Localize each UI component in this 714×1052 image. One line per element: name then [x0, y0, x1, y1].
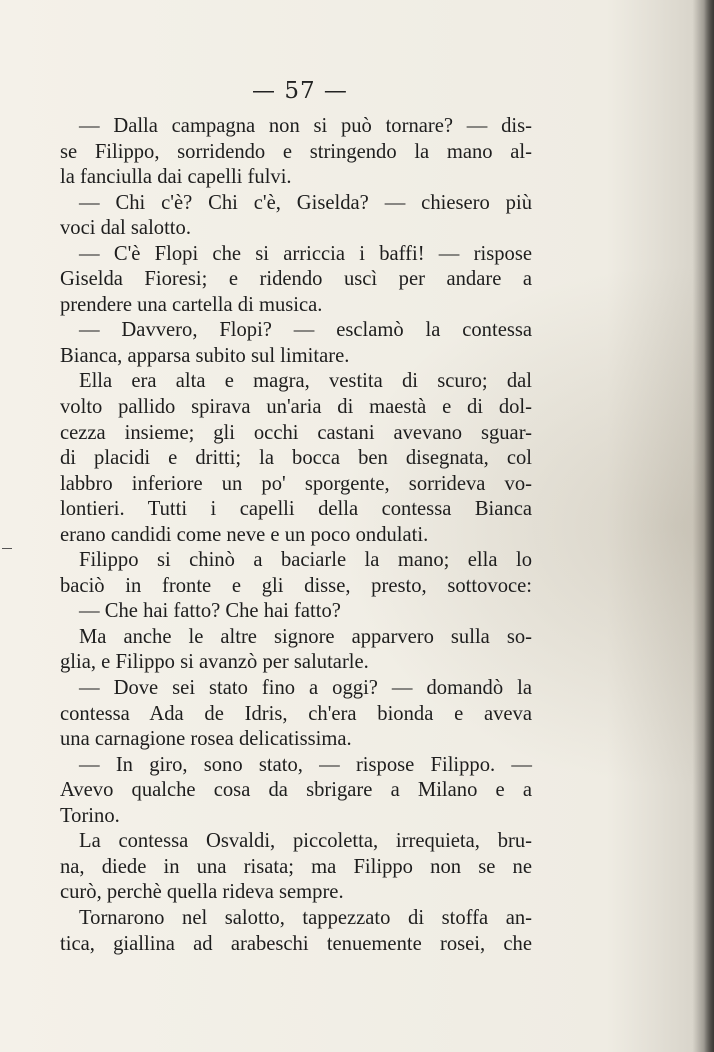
text-line: — Chi c'è? Chi c'è, Giselda? — chiesero più	[79, 191, 532, 214]
text-line: curò, perchè quella rideva sempre.	[60, 881, 344, 904]
page-text-block	[60, 114, 532, 957]
text-line: voci dal salotto.	[60, 217, 191, 240]
text-line: Ma anche le altre signore apparvero sulla so-	[79, 625, 532, 648]
text-line: volto pallido spirava un'aria di maestà e di dol-	[60, 396, 532, 419]
text-line: — Che hai fatto? Che hai fatto?	[79, 600, 341, 623]
text-line: Tornarono nel salotto, tappezzato di stoffa an-	[79, 906, 532, 929]
text-line: se Filippo, sorridendo e stringendo la mano al-	[60, 140, 532, 163]
text-line: Torino.	[60, 804, 120, 827]
text-line: la fanciulla dai capelli fulvi.	[60, 166, 292, 189]
text-line: — In giro, sono stato, — rispose Filippo. —	[79, 753, 532, 776]
text-line: — Dove sei stato fino a oggi? — domandò la	[79, 677, 532, 700]
text-line: labbro inferiore un po' sporgente, sorrideva vo-	[60, 472, 532, 495]
text-line: baciò in fronte e gli disse, presto, sottovoce:	[60, 574, 532, 597]
text-line: — Dalla campagna non si può tornare? — dis-	[79, 115, 532, 137]
page-number: — 57 —	[252, 78, 348, 104]
text-line: Bianca, apparsa subito sul limitare.	[60, 344, 350, 367]
text-line: tica, giallina ad arabeschi tenuemente rosei, che	[60, 932, 532, 955]
margin-mark	[2, 548, 12, 549]
text-line: La contessa Osvaldi, piccoletta, irrequieta, bru-	[79, 830, 532, 853]
text-line: erano candidi come neve e un poco ondulati.	[60, 523, 429, 546]
text-line: na, diede in una risata; ma Filippo non se ne	[60, 855, 532, 878]
text-line: Ella era alta e magra, vestita di scuro; dal	[79, 370, 532, 393]
text-line: Filippo si chinò a baciarle la mano; ella lo	[79, 549, 532, 572]
text-line: glia, e Filippo si avanzò per salutarle.	[60, 651, 369, 674]
book-spine-shadow	[704, 0, 714, 1052]
text-line: contessa Ada de Idris, ch'era bionda e aveva	[60, 702, 532, 725]
text-line: Giselda Fioresi; e ridendo uscì per andare a	[60, 268, 532, 291]
text-line: — Davvero, Flopi? — esclamò la contessa	[79, 319, 532, 342]
text-line: Avevo qualche cosa da sbrigare a Milano e a	[60, 779, 532, 802]
text-line: — C'è Flopi che si arriccia i baffi! — rispose	[79, 242, 532, 265]
text-line: di placidi e dritti; la bocca ben disegnata, col	[60, 447, 532, 470]
text-line: prendere una cartella di musica.	[60, 293, 323, 316]
text-line: una carnagione rosea delicatissima.	[60, 728, 352, 751]
text-line: lontieri. Tutti i capelli della contessa Bianca	[60, 498, 532, 521]
text-line: cezza insieme; gli occhi castani avevano sguar-	[60, 421, 532, 444]
